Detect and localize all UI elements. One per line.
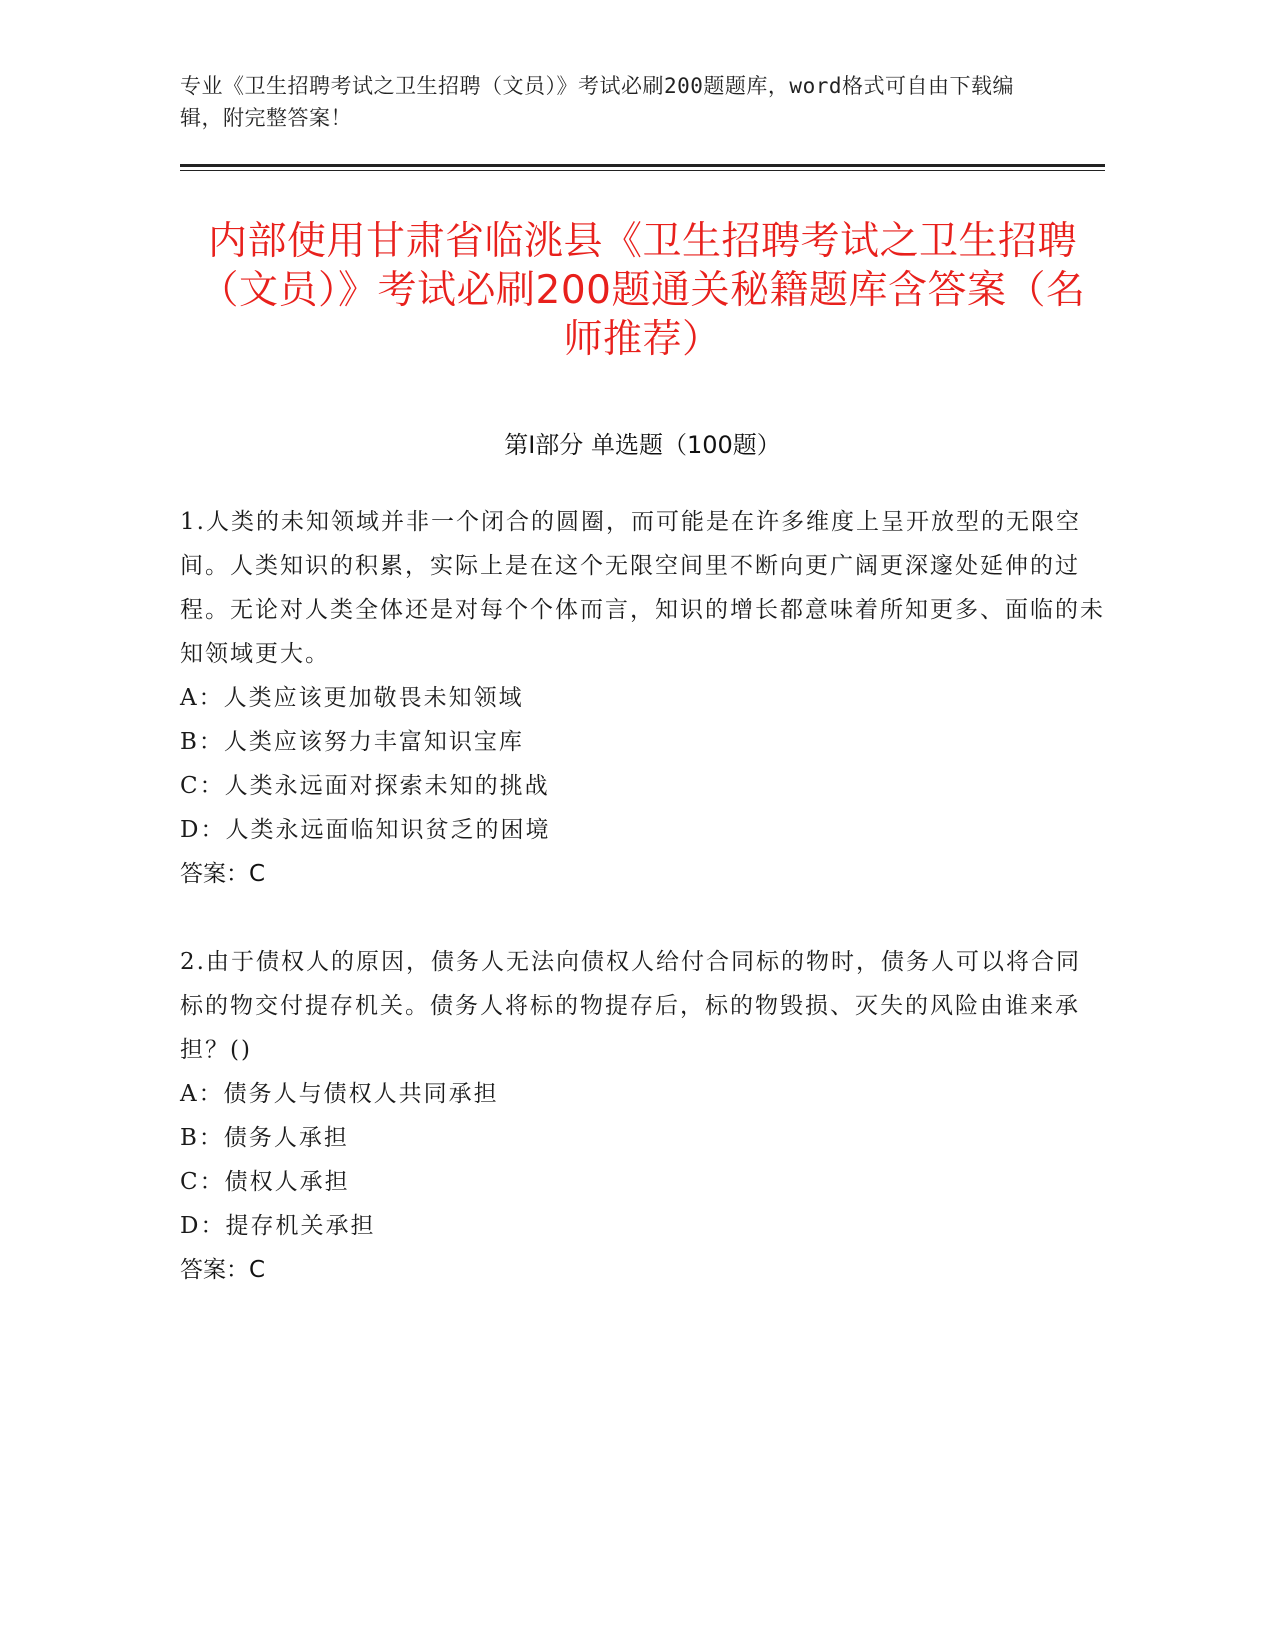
option-c: C：债权人承担 [180,1169,350,1195]
option-d: D：提存机关承担 [180,1213,376,1239]
option-b: B：债务人承担 [180,1125,349,1151]
question-2 [180,940,1105,1292]
document-page [180,70,1105,1292]
section-title: 第Ⅰ部分 单选题（100题） [504,431,781,459]
document-title: 内部使用甘肃省临洮县《卫生招聘考试之卫生招聘（文员）》考试必刷200题通关秘籍题库含答案（名师推荐） [199,219,1086,362]
header-divider [180,164,1105,171]
divider-thick [180,164,1105,167]
answer: 答案：C [180,861,266,887]
option-b: B：人类应该努力丰富知识宝库 [180,729,524,755]
option-a: A：人类应该更加敬畏未知领域 [180,685,524,711]
option-d: D：人类永远面临知识贫乏的困境 [180,817,551,843]
question-1 [180,500,1105,896]
question-text: 1.人类的未知领域并非一个闭合的圆圈，而可能是在许多维度上呈开放型的无限空间。人类知识的积累，实际上是在这个无限空间里不断向更广阔更深邃处延伸的过程。无论对人类全体还是对每个个体而言，知识的增长都意味着所知更多、面临的未知领域更大。 [180,509,1105,667]
header-note: 专业《卫生招聘考试之卫生招聘（文员）》考试必刷200题题库，word格式可自由下载编辑，附完整答案！ [180,74,1014,130]
question-text: 2.由于债权人的原因，债务人无法向债权人给付合同标的物时，债务人可以将合同标的物交付提存机关。债务人将标的物提存后，标的物毁损、灭失的风险由谁来承担？() [180,949,1081,1063]
answer: 答案：C [180,1257,266,1283]
option-c: C：人类永远面对探索未知的挑战 [180,773,550,799]
divider-thin [180,170,1105,171]
option-a: A：债务人与债权人共同承担 [180,1081,499,1107]
